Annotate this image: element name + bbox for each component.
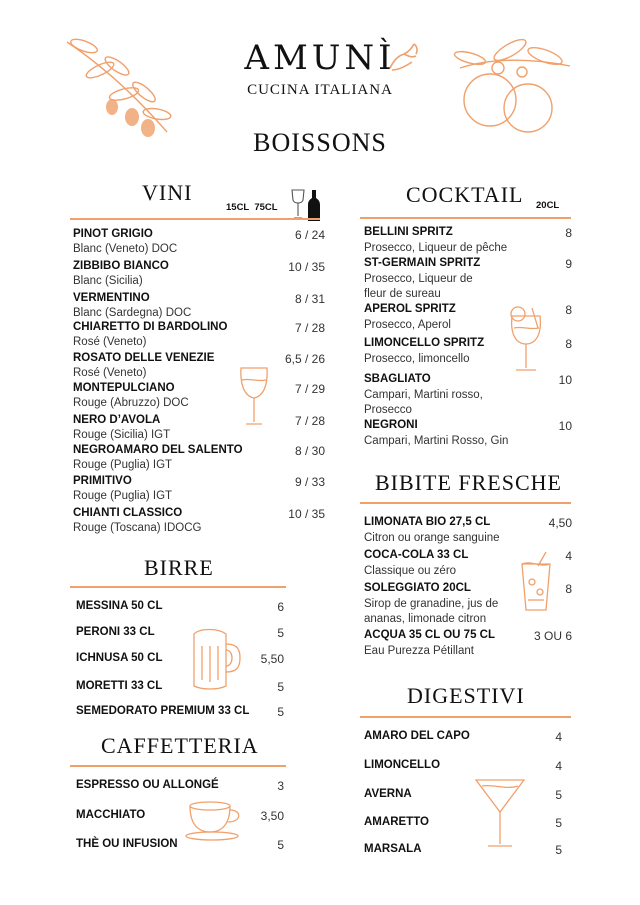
item-description: Rouge (Puglia) IGT (73, 490, 173, 502)
item-price: 5 (277, 705, 284, 719)
item-price: 3 OU 6 (533, 629, 572, 643)
spritz-glass-illustration (506, 304, 546, 376)
item-price: 8 / 30 (294, 444, 325, 458)
item-name: LIMONCELLO SPRITZ (364, 337, 485, 349)
item-price: 5 (277, 680, 284, 694)
item-name: MONTEPULCIANO (73, 382, 175, 394)
vini-column-header: 15CL 75CL (226, 202, 278, 213)
item-description: Blanc (Sardegna) DOC (73, 307, 192, 319)
item-description: Rouge (Puglia) IGT (73, 459, 173, 471)
item-description: Prosecco, Liqueur de (364, 273, 473, 285)
item-name: MARSALA (364, 843, 422, 855)
item-description: fleur de sureau (364, 288, 441, 300)
item-name: ESPRESSO OU ALLONGÉ (76, 779, 219, 791)
item-price: 10 (558, 373, 572, 387)
birre-divider (70, 586, 286, 588)
item-description: Sirop de granadine, jus de (364, 598, 499, 610)
item-price: 8 (565, 582, 572, 596)
section-title-bibite: BIBITE FRESCHE (375, 470, 562, 495)
item-price: 3,50 (260, 809, 284, 823)
item-name: ACQUA 35 CL OU 75 CL (364, 629, 495, 641)
item-description: Campari, Martini Rosso, Gin (364, 435, 509, 447)
item-price: 8 / 31 (294, 292, 325, 306)
item-name: NERO D’AVOLA (73, 414, 161, 426)
item-name: BELLINI SPRITZ (364, 226, 453, 238)
item-name: CHIARETTO DI BARDOLINO (73, 321, 228, 333)
section-title-caffetteria: CAFFETTERIA (101, 733, 259, 758)
item-name: THÈ OU INFUSION (76, 838, 178, 850)
brand-logo: AMUNÌ (244, 38, 396, 78)
page-title: BOISSONS (253, 128, 387, 157)
digestivi-divider (360, 716, 571, 718)
item-name: AVERNA (364, 788, 412, 800)
item-description: Blanc (Sicilia) (73, 275, 143, 287)
item-price: 6 / 24 (294, 228, 325, 242)
coffee-cup-illustration (186, 800, 248, 842)
item-name: AMARETTO (364, 816, 429, 828)
item-price: 10 / 35 (288, 507, 325, 521)
item-price: 5 (277, 626, 284, 640)
item-name: CHIANTI CLASSICO (73, 507, 183, 519)
brand-subtitle: CUCINA ITALIANA (247, 82, 393, 98)
item-name: SOLEGGIATO 20CL (364, 582, 471, 594)
item-price: 9 / 33 (294, 475, 325, 489)
section-title-digestivi: DIGESTIVI (407, 683, 525, 708)
wine-glass-illustration (238, 364, 270, 428)
item-description: Blanc (Veneto) DOC (73, 243, 178, 255)
section-title-vini: VINI (142, 180, 193, 205)
item-price: 6 (277, 600, 284, 614)
item-description: Prosecco, Liqueur de pêche (364, 242, 508, 254)
item-name: SBAGLIATO (364, 373, 431, 385)
item-price: 6,5 / 26 (284, 352, 325, 366)
item-name: COCA-COLA 33 CL (364, 549, 469, 561)
item-name: LIMONATA BIO 27,5 CL (364, 516, 491, 528)
item-price: 5 (555, 788, 562, 802)
item-description: Rouge (Sicilia) IGT (73, 429, 171, 441)
item-description: Prosecco (364, 404, 412, 416)
soda-glass-illustration (518, 552, 554, 614)
vini-divider (70, 218, 320, 220)
beer-mug-illustration (190, 626, 242, 692)
item-price: 5,50 (260, 652, 284, 666)
item-name: PERONI 33 CL (76, 626, 155, 638)
item-name: VERMENTINO (73, 292, 150, 304)
item-price: 4,50 (548, 516, 572, 530)
item-name: PINOT GRIGIO (73, 228, 153, 240)
wine-glass-bottle-icon (290, 188, 322, 222)
item-description: Prosecco, Aperol (364, 319, 451, 331)
item-price: 7 / 29 (294, 382, 325, 396)
item-price: 4 (555, 759, 562, 773)
item-description: Campari, Martini rosso, (364, 389, 483, 401)
item-price: 8 (565, 226, 572, 240)
martini-glass-illustration (474, 776, 526, 850)
item-description: Classique ou zéro (364, 565, 457, 577)
item-description: Citron ou orange sanguine (364, 532, 500, 544)
item-price: 3 (277, 779, 284, 793)
item-name: MESSINA 50 CL (76, 600, 163, 612)
caffetteria-divider (70, 765, 286, 767)
cocktail-column-header: 20CL (536, 200, 560, 211)
item-name: MACCHIATO (76, 809, 146, 821)
item-name: ROSATO DELLE VENEZIE (73, 352, 215, 364)
item-description: ananas, limonade citron (364, 613, 487, 625)
item-name: ICHNUSA 50 CL (76, 652, 163, 664)
item-price: 9 (565, 257, 572, 271)
item-name: AMARO DEL CAPO (364, 730, 470, 742)
item-price: 4 (565, 549, 572, 563)
item-name: NEGRONI (364, 419, 418, 431)
item-price: 10 / 35 (288, 260, 325, 274)
item-name: PRIMITIVO (73, 475, 132, 487)
item-price: 10 (558, 419, 572, 433)
item-name: APEROL SPRITZ (364, 303, 456, 315)
item-description: Rouge (Toscana) IDOCG (73, 522, 202, 534)
item-price: 7 / 28 (294, 414, 325, 428)
item-description: Rosé (Veneto) (73, 336, 147, 348)
item-price: 8 (565, 303, 572, 317)
item-description: Rosé (Veneto) (73, 367, 147, 379)
item-price: 8 (565, 337, 572, 351)
bibite-divider (360, 502, 571, 504)
section-title-birre: BIRRE (144, 555, 214, 580)
item-description: Rouge (Abruzzo) DOC (73, 397, 189, 409)
item-name: ST-GERMAIN SPRITZ (364, 257, 481, 269)
item-price: 5 (277, 838, 284, 852)
item-name: LIMONCELLO (364, 759, 441, 771)
item-price: 5 (555, 816, 562, 830)
cocktail-divider (360, 217, 571, 219)
item-description: Eau Purezza Pétillant (364, 645, 474, 657)
item-name: ZIBBIBO BIANCO (73, 260, 169, 272)
item-price: 4 (555, 730, 562, 744)
item-name: SEMEDORATO PREMIUM 33 CL (76, 705, 250, 717)
section-title-cocktail: COCKTAIL (406, 182, 524, 207)
item-description: Prosecco, limoncello (364, 353, 470, 365)
item-price: 7 / 28 (294, 321, 325, 335)
item-name: NEGROAMARO DEL SALENTO (73, 444, 243, 456)
item-price: 5 (555, 843, 562, 857)
item-name: MORETTI 33 CL (76, 680, 163, 692)
